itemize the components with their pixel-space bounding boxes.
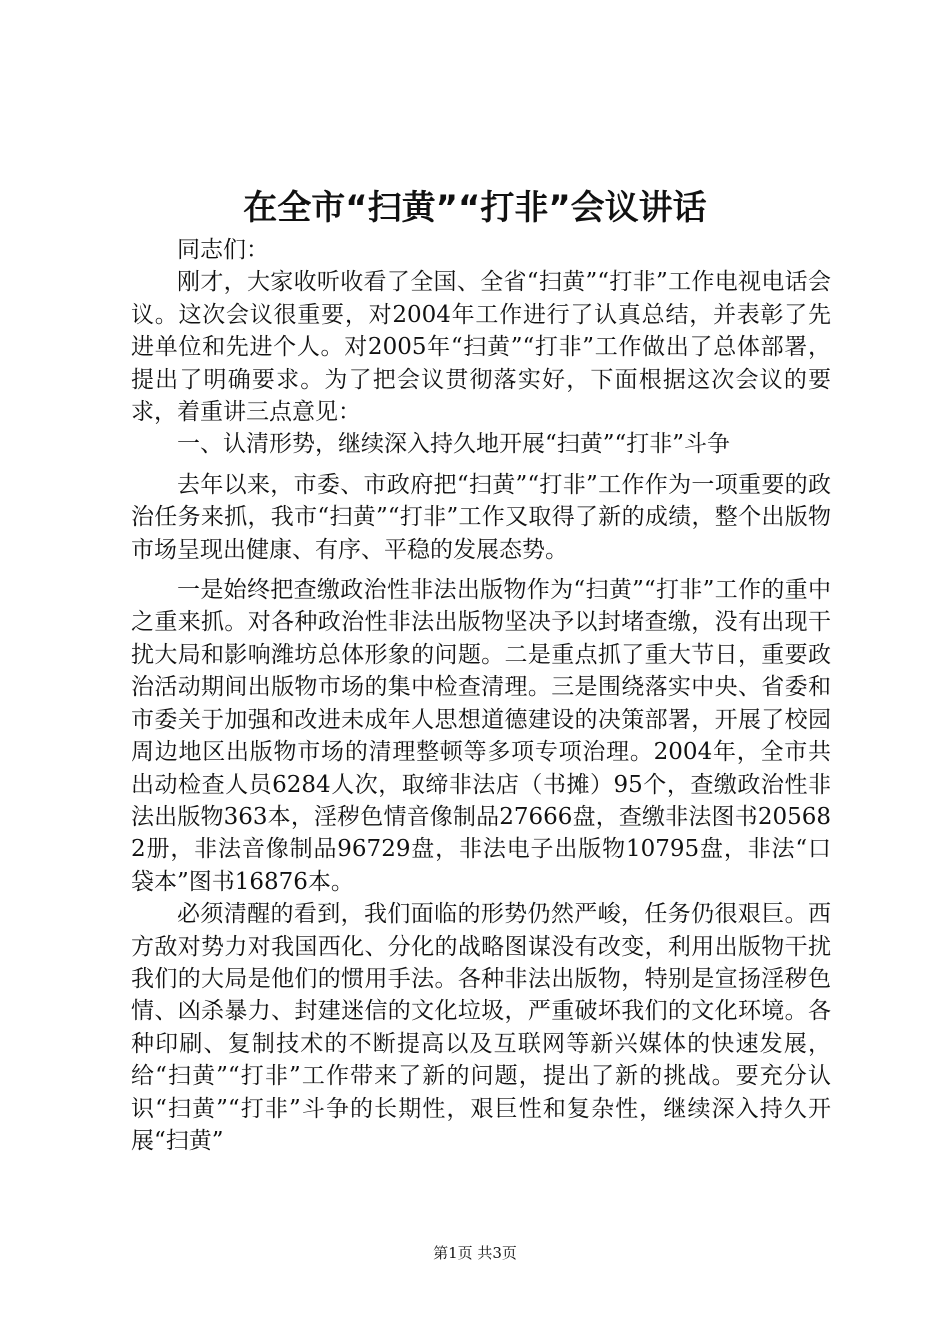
paragraph-details: 一是始终把查缴政治性非法出版物作为“扫黄”“打非”工作的重中之重来抓。对各种政治性非法出版物坚决予以封堵查缴，没有出现干扰大局和影响潍坊总体形象的问题。二是重点抓了重大节日，重要政治活动期间出版物市场的集中检查清理。三是围绕落实中央、省委和市委关于加强和改进未成年人思想道德建设的决策部署，开展了校园周边地区出版物市场的清理整顿等多项专项治理。2004年，全市共出动检查人员6284人次，取缔非法店（书摊）95个，查缴政治性非法出版物363本，淫秽色情音像制品27666盘，查缴非法图书205682册，非法音像制品96729盘，非法电子出版物10795盘，非法“口袋本”图书16876本。 [131,577,831,895]
section-heading-1: 一、认清形势，继续深入持久地开展“扫黄”“打非”斗争 [177,431,731,458]
paragraph-achievements: 去年以来，市委、市政府把“扫黄”“打非”工作作为一项重要的政治任务来抓，我市“扫黄”“打非”工作又取得了新的成绩，整个出版物市场呈现出健康、有序、平稳的发展态势。 [131,471,831,563]
paragraph-intro: 刚才，大家收听收看了全国、全省“扫黄”“打非”工作电视电话会议。这次会议很重要，对2004年工作进行了认真总结，并表彰了先进单位和先进个人。对2005年“扫黄”“打非”工作做出了总体部署，提出了明确要求。为了把会议贯彻落实好，下面根据这次会议的要求，着重讲三点意见： [131,269,831,426]
page-footer: 第1页 共3页 [433,1244,517,1262]
paragraph-situation: 必须清醒的看到，我们面临的形势仍然严峻，任务仍很艰巨。西方敌对势力对我国西化、分化的战略图谋没有改变，利用出版物干扰我们的大局是他们的惯用手法。各种非法出版物，特别是宣扬淫秽色情、凶杀暴力、封建迷信的文化垃圾，严重破坏我们的文化环境。各种印刷、复制技术的不断提高以及互联网等新兴媒体的快速发展，给“扫黄”“打非”工作带来了新的问题，提出了新的挑战。要充分认识“扫黄”“打非”斗争的长期性，艰巨性和复杂性，继续深入持久开展“扫黄” [131,901,831,1154]
salutation: 同志们： [177,237,269,263]
document-body [131,234,831,1157]
document-title: 在全市“扫黄”“打非”会议讲话 [243,188,707,228]
